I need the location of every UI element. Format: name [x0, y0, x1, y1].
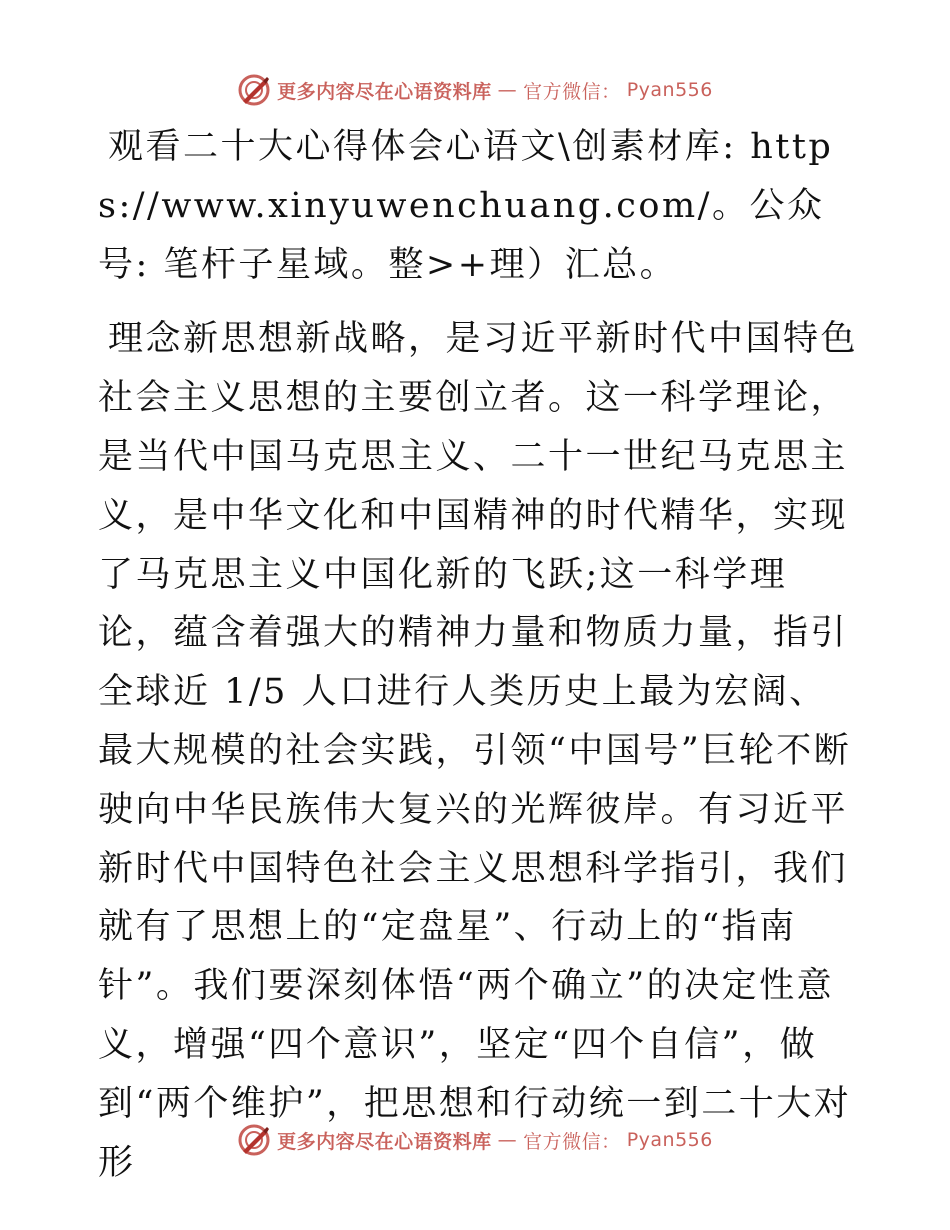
banner-dash: —	[497, 1129, 518, 1151]
banner-dash: —	[497, 79, 518, 101]
banner-content	[237, 73, 713, 107]
footer-watermark-banner	[0, 1120, 950, 1160]
paragraph-main: 理念新思想新战略，是习近平新时代中国特色社会主义思想的主要创立者。这一科学理论，是当代中国马克思主义、二十一世纪马克思主义，是中华文化和中国精神的时代精华，实现了马克思主义中国化新的飞跃;这一科学理论，蕴含着强大的精神力量和物质力量，指引全球近 1/5 人口进行人类历史上最为宏阔、最大规模的社会实践，引领“中国号”巨轮不断驶向中华民族伟大复兴的光辉彼岸。有习近平新时代中国特色社会主义思想科学指引，我们就有了思想上的“定盘星”、行动上的“指南针”。我们要深刻体悟“两个确立”的决定性意义，增强“四个意识”，坚定“四个自信”，做到“两个维护”，把思想和行动统一到二十大对形	[98, 319, 859, 1183]
pen-logo-icon	[237, 73, 271, 107]
banner-main-text: 更多内容尽在心语资料库	[277, 80, 492, 103]
banner-wechat-handle: Pyan556	[626, 1129, 713, 1151]
banner-main-text: 更多内容尽在心语资料库	[277, 1130, 492, 1153]
header-watermark-banner	[0, 70, 950, 110]
banner-wechat-label: 官方微信：	[523, 80, 621, 103]
banner-wechat-handle: Pyan556	[626, 79, 713, 101]
document-body	[98, 118, 858, 1192]
banner-wechat-label: 官方微信：	[523, 1130, 621, 1153]
pen-logo-icon	[237, 1123, 271, 1157]
banner-content	[237, 1123, 713, 1157]
paragraph-intro: 观看二十大心得体会心语文\创素材库: https://www.xinyuwenchuang.com/。公众号: 笔杆子星域。整>+理）汇总。	[98, 127, 834, 285]
